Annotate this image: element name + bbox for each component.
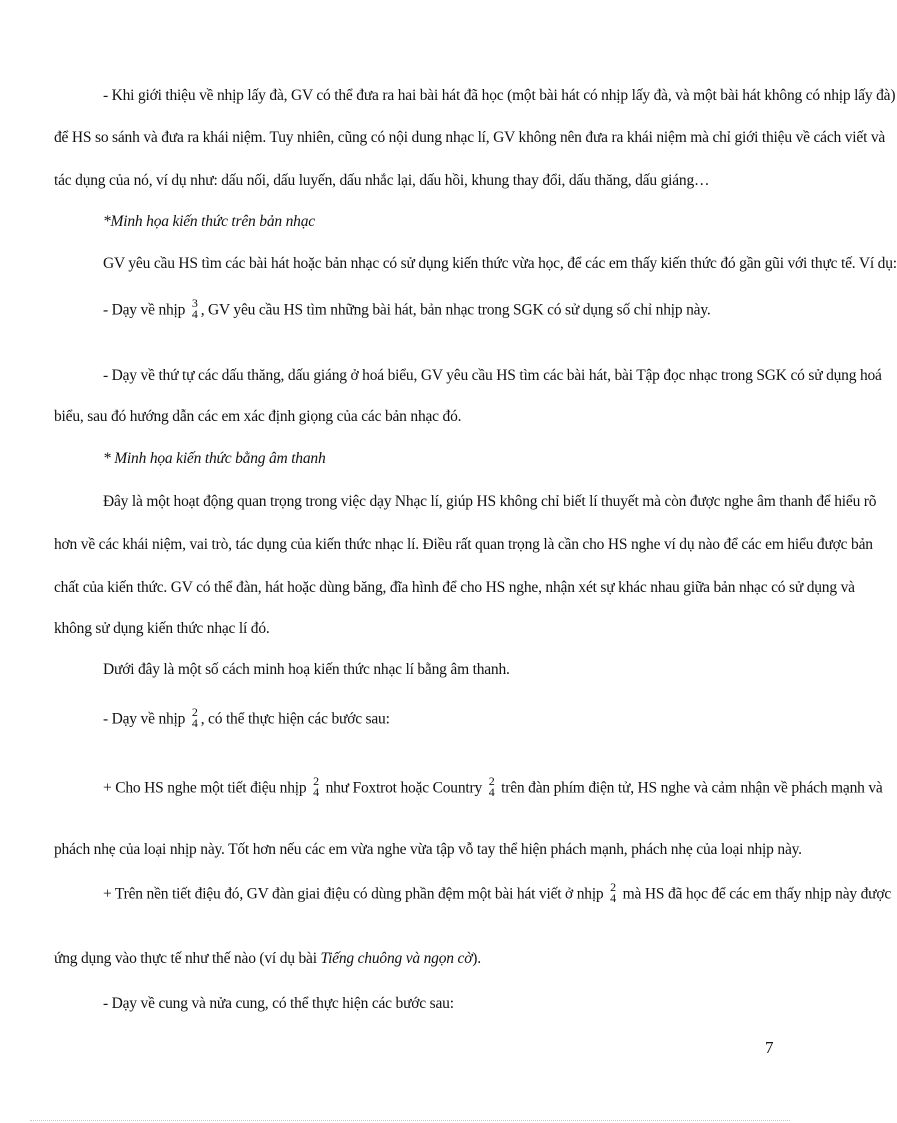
paragraph-line: không sử dụng kiến thức nhạc lí đó. bbox=[54, 620, 270, 637]
paragraph-line: Đây là một hoạt động quan trọng trong việc dạy Nhạc lí, giúp HS không chỉ biết lí thuyết mà còn được nghe âm thanh để hiểu rõ bbox=[103, 493, 877, 510]
text-span: - Dạy về nhịp bbox=[103, 301, 189, 319]
time-signature-fraction bbox=[192, 298, 198, 320]
paragraph-line: biểu, sau đó hướng dẫn các em xác định giọng của các bản nhạc đó. bbox=[54, 408, 462, 425]
paragraph-line: hơn về các khái niệm, vai trò, tác dụng của kiến thức nhạc lí. Điều rất quan trọng là cần cho HS nghe ví dụ nào để các em hiểu được bản bbox=[54, 536, 873, 553]
fraction-numerator: 2 bbox=[488, 774, 495, 788]
fraction-denominator: 4 bbox=[610, 891, 616, 905]
text-span: mà HS đã học để các em thấy nhịp này được bbox=[618, 885, 892, 903]
text-span: + Cho HS nghe một tiết điệu nhịp bbox=[103, 779, 311, 797]
fraction-numerator: 3 bbox=[191, 296, 198, 310]
text-span: - Dạy về nhịp bbox=[103, 710, 189, 728]
paragraph-line: GV yêu cầu HS tìm các bài hát hoặc bản nhạc có sử dụng kiến thức vừa học, để các em thấy kiến thức đó gần gũi với thực tế. Ví dụ: bbox=[103, 255, 897, 272]
paragraph-line: Dưới đây là một số cách minh hoạ kiến thức nhạc lí bằng âm thanh. bbox=[103, 661, 510, 678]
paragraph-line: chất của kiến thức. GV có thể đàn, hát hoặc dùng băng, đĩa hình để cho HS nghe, nhận xét sự khác nhau giữa bản nhạc có sử dụng và bbox=[54, 579, 855, 596]
time-signature-fraction bbox=[192, 707, 198, 729]
fraction-numerator: 2 bbox=[610, 880, 616, 894]
text-span: ứng dụng vào thực tế như thế nào (ví dụ bài bbox=[54, 950, 321, 967]
paragraph-line bbox=[54, 949, 481, 969]
time-signature-fraction bbox=[313, 776, 319, 798]
footer-divider bbox=[30, 1120, 790, 1121]
paragraph-line: - Dạy về thứ tự các dấu thăng, dấu giáng ở hoá biểu, GV yêu cầu HS tìm các bài hát, bài Tập đọc nhạc trong SGK có sử dụng hoá bbox=[103, 367, 882, 384]
paragraph-line bbox=[103, 296, 711, 322]
paragraph-line: phách nhẹ của loại nhịp này. Tốt hơn nếu các em vừa nghe vừa tập vỗ tay thể hiện phách mạnh, phách nhẹ của loại nhịp này. bbox=[54, 841, 802, 858]
time-signature-fraction bbox=[489, 776, 495, 798]
time-signature-fraction bbox=[610, 882, 616, 904]
text-span: , có thể thực hiện các bước sau: bbox=[200, 710, 390, 728]
text-span: + Trên nền tiết điệu đó, GV đàn giai điệu có dùng phần đệm một bài hát viết ở nhịp bbox=[103, 885, 608, 903]
fraction-denominator: 4 bbox=[191, 307, 198, 321]
page-number: 7 bbox=[765, 1038, 774, 1057]
paragraph-line: - Khi giới thiệu về nhịp lấy đà, GV có thể đưa ra hai bài hát đã học (một bài hát có nhịp lấy đà, và một bài hát không có nhịp lấy đà) bbox=[103, 87, 896, 104]
text-span: trên đàn phím điện tử, HS nghe và cảm nhận về phách mạnh và bbox=[497, 779, 883, 797]
text-span: ). bbox=[472, 950, 481, 967]
fraction-numerator: 2 bbox=[313, 774, 319, 788]
paragraph-line bbox=[103, 880, 892, 906]
text-span: như Foxtrot hoặc Country bbox=[321, 779, 486, 797]
paragraph-line bbox=[103, 774, 883, 800]
paragraph-line: tác dụng của nó, ví dụ như: dấu nối, dấu luyến, dấu nhắc lại, dấu hồi, khung thay đổi, dấu thăng, dấu giáng… bbox=[54, 172, 710, 189]
section-heading: *Minh họa kiến thức trên bản nhạc bbox=[103, 213, 315, 230]
song-title: Tiếng chuông và ngọn cờ bbox=[320, 950, 473, 967]
fraction-denominator: 4 bbox=[488, 785, 495, 799]
text-span: , GV yêu cầu HS tìm những bài hát, bản nhạc trong SGK có sử dụng số chỉ nhịp này. bbox=[200, 301, 711, 319]
fraction-numerator: 2 bbox=[191, 705, 198, 719]
fraction-denominator: 4 bbox=[191, 716, 198, 730]
paragraph-line bbox=[103, 705, 390, 731]
paragraph-line: để HS so sánh và đưa ra khái niệm. Tuy nhiên, cũng có nội dung nhạc lí, GV không nên đưa ra khái niệm mà chỉ giới thiệu về cách viết và bbox=[54, 129, 886, 146]
fraction-denominator: 4 bbox=[313, 785, 319, 799]
section-heading: * Minh họa kiến thức bằng âm thanh bbox=[103, 450, 326, 467]
paragraph-line: - Dạy về cung và nửa cung, có thể thực hiện các bước sau: bbox=[103, 995, 454, 1012]
